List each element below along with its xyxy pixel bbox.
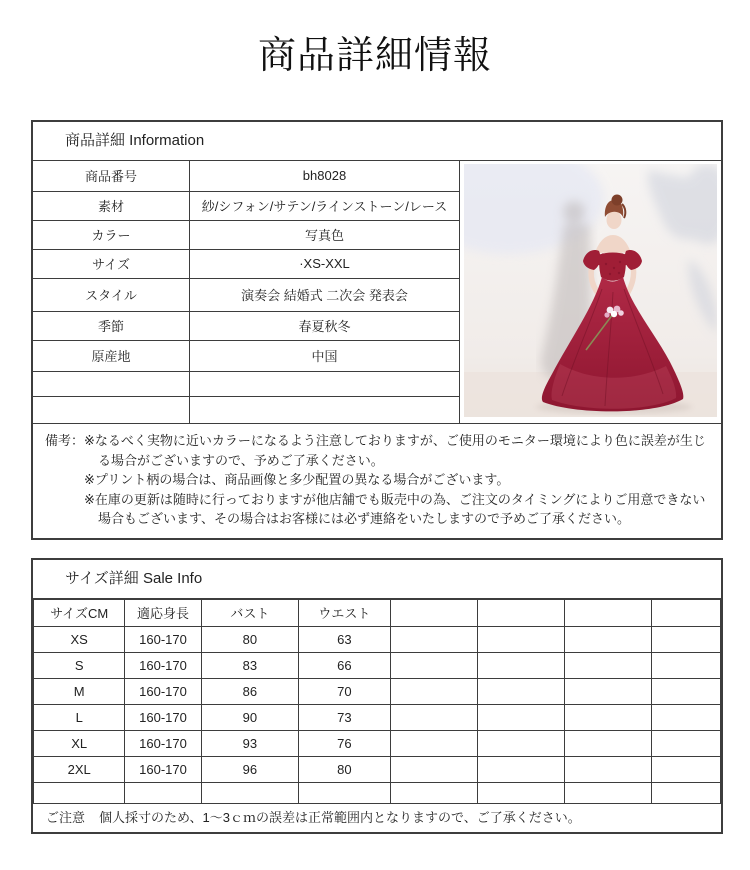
size-cell [477,626,564,652]
size-cell: 160-170 [125,652,201,678]
info-label: スタイル [33,278,190,311]
product-photo [464,164,717,417]
info-label: サイズ [33,249,190,278]
info-table-body [33,161,460,423]
size-row [34,626,721,652]
size-cell: 80 [299,756,390,782]
info-row [33,340,460,371]
info-label: 原産地 [33,340,190,371]
info-value [190,396,460,423]
info-label: 素材 [33,191,190,220]
info-value: 演奏会 結婚式 二次会 発表会 [190,278,460,311]
size-cell: 76 [299,730,390,756]
size-column-header: ウエスト [299,599,390,626]
size-cell [564,756,651,782]
size-cell: 93 [201,730,299,756]
size-cell [477,652,564,678]
size-column-header: サイズCM [34,599,125,626]
size-cell [564,652,651,678]
info-label: 季節 [33,311,190,340]
product-info-table [33,161,460,423]
product-info-section [31,120,723,540]
size-column-header [390,599,477,626]
size-section-header: サイズ詳細 Sale Info [33,560,721,599]
size-cell [477,730,564,756]
info-row [33,249,460,278]
info-section-header: 商品詳細 Information [33,122,721,161]
size-cell [390,756,477,782]
size-cell [564,782,651,803]
notice-text: 個人採寸のため、1～3ｃｍの誤差は正常範囲内となりますので、ご了承ください。 [99,809,581,825]
size-info-section [31,558,723,834]
size-cell [651,704,720,730]
remark-item: ※在庫の更新は随時に行っておりますが他店舗でも販売中の為、ご注文のタイミングによりご用意できない場合もございます、その場合はお客様には必ず連絡をいたしますので予めご了承ください。 [84,491,706,526]
size-column-header: バスト [201,599,299,626]
info-row [33,371,460,396]
size-cell: 2XL [34,756,125,782]
notice-label: ご注意 [46,809,86,825]
remark-item: ※なるべく実物に近いカラーになるよう注意しておりますが、ご使用のモニター環境により色に誤差が生じる場合がございますので、予めご了承ください。 [84,433,706,468]
size-cell [477,756,564,782]
size-cell [477,704,564,730]
size-cell [564,678,651,704]
size-cell [564,730,651,756]
info-row [33,311,460,340]
size-column-header [651,599,720,626]
size-cell: 83 [201,652,299,678]
size-row [34,730,721,756]
size-row [34,678,721,704]
size-cell [477,678,564,704]
info-row [33,278,460,311]
size-cell: S [34,652,125,678]
info-value: 春夏秋冬 [190,311,460,340]
size-table-body [34,626,721,803]
remarks [33,423,721,538]
size-cell: L [34,704,125,730]
size-cell: 160-170 [125,626,201,652]
size-cell [390,626,477,652]
size-cell: 160-170 [125,678,201,704]
size-cell [651,782,720,803]
info-label: 商品番号 [33,161,190,191]
info-label [33,371,190,396]
info-value: 中国 [190,340,460,371]
size-cell: 96 [201,756,299,782]
size-cell [651,730,720,756]
photo-cell [460,161,721,423]
info-row [33,161,460,191]
size-cell [651,626,720,652]
page-title: 商品詳細情報 [257,33,492,77]
size-cell [651,678,720,704]
remarks-label: 備考： [45,433,85,448]
info-label [33,396,190,423]
size-cell: XL [34,730,125,756]
size-cell: XS [34,626,125,652]
size-cell [651,756,720,782]
size-column-header [477,599,564,626]
size-cell [390,782,477,803]
remarks-body [84,431,711,529]
size-cell: 73 [299,704,390,730]
info-value: ·XS-XXL [190,249,460,278]
size-cell: 160-170 [125,756,201,782]
info-value: 紗/シフォン/サテン/ラインストーン/レース [190,191,460,220]
size-row [34,782,721,803]
size-column-header: 適応身長 [125,599,201,626]
size-cell: 90 [201,704,299,730]
size-cell: 66 [299,652,390,678]
size-cell [201,782,299,803]
info-row [33,191,460,220]
size-cell [390,704,477,730]
size-cell [299,782,390,803]
size-row [34,652,721,678]
remark-item: ※プリント柄の場合は、商品画像と多少配置の異なる場合がございます。 [84,472,510,487]
size-cell [390,678,477,704]
size-row [34,756,721,782]
size-cell [564,704,651,730]
size-cell: 160-170 [125,730,201,756]
size-cell: 86 [201,678,299,704]
model-head [607,211,622,229]
info-content [33,161,721,423]
info-value [190,371,460,396]
info-row [33,396,460,423]
size-row [34,704,721,730]
size-column-header [564,599,651,626]
size-cell [390,730,477,756]
size-cell [34,782,125,803]
size-cell [651,652,720,678]
info-label: カラー [33,220,190,249]
size-cell: 63 [299,626,390,652]
size-cell: M [34,678,125,704]
size-cell [564,626,651,652]
size-notice [33,804,721,832]
size-cell [477,782,564,803]
size-cell: 80 [201,626,299,652]
info-value: 写真色 [190,220,460,249]
size-table-header-row [34,599,721,626]
size-cell [125,782,201,803]
size-table [33,599,721,804]
info-row [33,220,460,249]
size-cell: 70 [299,678,390,704]
info-value: bh8028 [190,161,460,191]
size-cell: 160-170 [125,704,201,730]
size-cell [390,652,477,678]
